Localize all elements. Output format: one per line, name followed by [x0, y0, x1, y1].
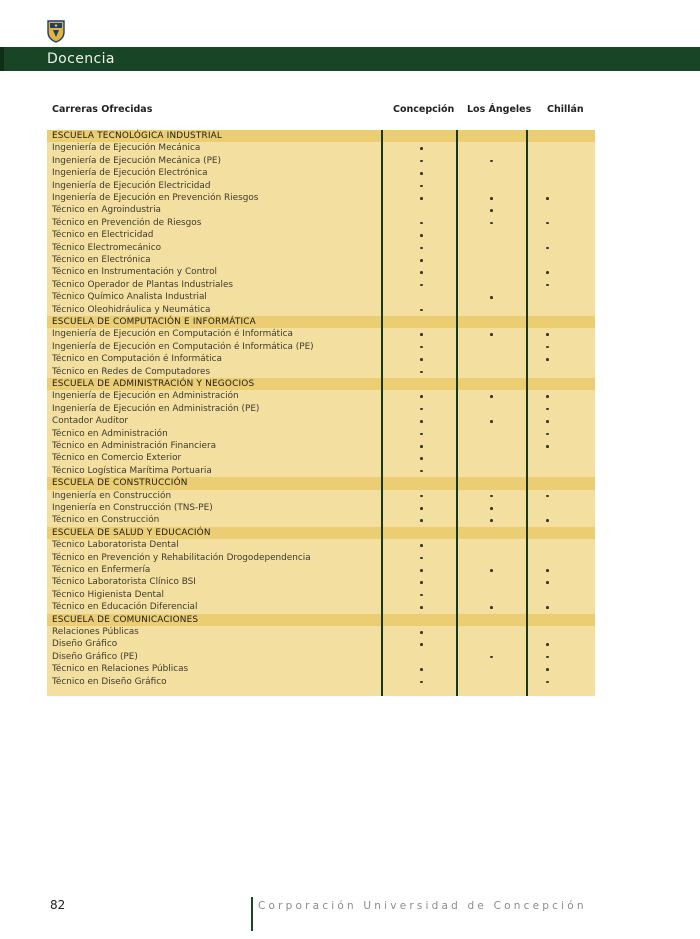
career-name: Técnico en Relaciones Públicas	[52, 664, 189, 675]
school-heading-row	[47, 316, 595, 328]
offered-dot-concepcion	[420, 408, 423, 411]
offered-dot-concepcion	[420, 433, 423, 436]
offered-dot-chillan	[546, 395, 549, 398]
school-heading-row	[47, 527, 595, 539]
career-row	[47, 626, 595, 638]
career-row	[47, 452, 595, 464]
career-row	[47, 192, 595, 204]
offered-dot-concepcion	[420, 495, 423, 498]
offered-dot-concepcion	[420, 631, 423, 634]
career-name: Técnico Químico Analista Industrial	[52, 292, 207, 303]
school-heading-row	[47, 378, 595, 390]
career-name: Ingeniería de Ejecución Mecánica	[52, 143, 201, 154]
column-divider	[456, 130, 458, 696]
offered-dot-concepcion	[420, 185, 423, 188]
career-row	[47, 341, 595, 353]
footer-organization: Corporación Universidad de Concepción	[258, 900, 587, 912]
offered-dot-chillan	[546, 197, 549, 200]
offered-dot-chillan	[546, 333, 549, 336]
career-row	[47, 353, 595, 365]
offered-dot-concepcion	[420, 668, 423, 671]
career-row	[47, 490, 595, 502]
career-name: Técnico en Diseño Gráfico	[52, 676, 167, 687]
school-heading-row	[47, 477, 595, 489]
career-name: Técnico en Administración	[52, 428, 168, 439]
offered-dot-los-angeles	[490, 197, 493, 200]
career-row	[47, 366, 595, 378]
school-name: ESCUELA DE COMUNICACIONES	[52, 614, 199, 625]
career-name: Ingeniería de Ejecución Electrónica	[52, 168, 208, 179]
offered-dot-concepcion	[420, 247, 423, 250]
offered-dot-concepcion	[420, 284, 423, 287]
career-name: Técnico en Comercio Exterior	[52, 453, 182, 464]
offered-dot-los-angeles	[490, 420, 493, 423]
offered-dot-chillan	[546, 358, 549, 361]
careers-table	[47, 130, 595, 696]
offered-dot-chillan	[546, 643, 549, 646]
career-name: Técnico Electromecánico	[52, 242, 162, 253]
career-name: Técnico en Enfermería	[52, 565, 151, 575]
section-title: Docencia	[47, 51, 115, 67]
offered-dot-chillan	[546, 408, 549, 411]
offered-dot-concepcion	[420, 606, 423, 609]
career-row	[47, 242, 595, 254]
offered-dot-concepcion	[420, 581, 423, 584]
career-row	[47, 328, 595, 340]
career-row	[47, 589, 595, 601]
career-row	[47, 663, 595, 675]
offered-dot-chillan	[546, 247, 549, 250]
university-crest-logo	[47, 20, 65, 43]
offered-dot-los-angeles	[490, 569, 493, 572]
career-row	[47, 291, 595, 303]
offered-dot-chillan	[546, 519, 549, 522]
career-name: Técnico en Instrumentación y Control	[52, 267, 218, 278]
offered-dot-los-angeles	[490, 296, 493, 299]
footer-divider	[251, 897, 253, 931]
offered-dot-concepcion	[420, 147, 423, 150]
offered-dot-concepcion	[420, 222, 423, 225]
career-name: Técnico en Administración Financiera	[52, 441, 217, 451]
offered-dot-concepcion	[420, 457, 423, 460]
career-row	[47, 304, 595, 316]
column-header-los-angeles: Los Ángeles	[467, 104, 532, 115]
offered-dot-chillan	[546, 656, 549, 659]
career-name: Técnico en Agroindustria	[52, 205, 161, 216]
offered-dot-concepcion	[420, 234, 423, 237]
offered-dot-los-angeles	[490, 495, 493, 498]
offered-dot-concepcion	[420, 507, 423, 510]
offered-dot-chillan	[546, 681, 549, 684]
career-row	[47, 514, 595, 526]
career-row	[47, 651, 595, 663]
career-name: Técnico en Electricidad	[52, 230, 154, 241]
career-name: Ingeniería de Ejecución Mecánica (PE)	[52, 155, 221, 166]
career-row	[47, 440, 595, 452]
career-name: Ingeniería de Ejecución en Administración (PE)	[52, 403, 260, 414]
career-row	[47, 576, 595, 588]
career-name: Técnico en Electrónica	[52, 255, 151, 265]
school-name: ESCUELA DE COMPUTACIÓN E INFORMÁTICA	[52, 317, 256, 327]
offered-dot-chillan	[546, 284, 549, 287]
offered-dot-los-angeles	[490, 222, 493, 225]
offered-dot-concepcion	[420, 271, 423, 274]
offered-dot-chillan	[546, 420, 549, 423]
school-name: ESCUELA DE ADMINISTRACIÓN Y NEGOCIOS	[52, 379, 255, 389]
offered-dot-concepcion	[420, 569, 423, 572]
offered-dot-concepcion	[420, 358, 423, 361]
offered-dot-concepcion	[420, 309, 423, 312]
career-row	[47, 204, 595, 216]
school-name: ESCUELA TECNOLÓGICA INDUSTRIAL	[52, 131, 223, 141]
offered-dot-chillan	[546, 346, 549, 349]
career-row	[47, 676, 595, 688]
offered-dot-concepcion	[420, 420, 423, 423]
offered-dot-chillan	[546, 222, 549, 225]
offered-dot-los-angeles	[490, 209, 493, 212]
column-header-chillan: Chillán	[547, 104, 584, 115]
offered-dot-concepcion	[420, 544, 423, 547]
career-name: Técnico en Construcción	[52, 515, 160, 526]
career-name: Técnico en Prevención y Rehabilitación Drogodependencia	[52, 552, 311, 563]
school-name: ESCUELA DE SALUD Y EDUCACIÓN	[52, 527, 211, 538]
career-row	[47, 465, 595, 477]
career-row	[47, 403, 595, 415]
career-name: Ingeniería de Ejecución en Administración	[52, 391, 239, 402]
career-row	[47, 217, 595, 229]
career-row	[47, 142, 595, 154]
column-divider	[526, 130, 528, 696]
career-row	[47, 229, 595, 241]
school-name: ESCUELA DE CONSTRUCCIÓN	[52, 478, 188, 489]
offered-dot-concepcion	[420, 681, 423, 684]
offered-dot-chillan	[546, 271, 549, 274]
offered-dot-concepcion	[420, 371, 423, 374]
career-row	[47, 155, 595, 167]
column-header-concepcion: Concepción	[393, 104, 455, 115]
career-name: Técnico en Prevención de Riesgos	[52, 217, 202, 228]
offered-dot-concepcion	[420, 445, 423, 448]
offered-dot-concepcion	[420, 259, 423, 262]
section-banner	[0, 47, 700, 71]
career-row	[47, 254, 595, 266]
offered-dot-chillan	[546, 606, 549, 609]
offered-dot-concepcion	[420, 519, 423, 522]
career-name: Ingeniería de Ejecución en Computación é Informática	[52, 329, 293, 340]
career-name: Técnico Logística Marítima Portuaria	[52, 465, 212, 476]
offered-dot-los-angeles	[490, 507, 493, 510]
school-heading-row	[47, 130, 595, 142]
offered-dot-los-angeles	[490, 656, 493, 659]
career-row	[47, 279, 595, 291]
offered-dot-concepcion	[420, 470, 423, 473]
page-number: 82	[50, 898, 66, 912]
offered-dot-chillan	[546, 495, 549, 498]
career-name: Técnico Operador de Plantas Industriales	[52, 279, 234, 290]
career-name: Ingeniería de Ejecución en Prevención Riesgos	[52, 193, 259, 203]
career-name: Técnico Higienista Dental	[52, 589, 164, 600]
career-name: Técnico Laboratorista Clínico BSI	[52, 577, 196, 588]
offered-dot-chillan	[546, 569, 549, 572]
offered-dot-concepcion	[420, 160, 423, 163]
offered-dot-chillan	[546, 433, 549, 436]
column-divider	[381, 130, 383, 696]
offered-dot-concepcion	[420, 395, 423, 398]
offered-dot-concepcion	[420, 594, 423, 597]
career-name: Técnico en Educación Diferencial	[52, 602, 198, 613]
career-row	[47, 601, 595, 613]
offered-dot-los-angeles	[490, 160, 493, 163]
column-header-careers: Carreras Ofrecidas	[52, 104, 153, 115]
career-name: Técnico en Computación é Informática	[52, 354, 222, 365]
career-row	[47, 502, 595, 514]
school-heading-row	[47, 614, 595, 626]
career-name: Relaciones Públicas	[52, 627, 139, 637]
offered-dot-los-angeles	[490, 606, 493, 609]
career-row	[47, 539, 595, 551]
offered-dot-concepcion	[420, 643, 423, 646]
offered-dot-concepcion	[420, 172, 423, 175]
career-name: Ingeniería en Construcción	[52, 490, 172, 501]
career-name: Técnico Laboratorista Dental	[52, 540, 179, 551]
offered-dot-los-angeles	[490, 333, 493, 336]
offered-dot-concepcion	[420, 333, 423, 336]
career-row	[47, 390, 595, 402]
career-row	[47, 415, 595, 427]
career-row	[47, 564, 595, 576]
career-name: Técnico Oleohidráulica y Neumática	[52, 304, 211, 315]
career-name: Técnico en Redes de Computadores	[52, 366, 211, 377]
offered-dot-los-angeles	[490, 395, 493, 398]
offered-dot-concepcion	[420, 346, 423, 349]
offered-dot-chillan	[546, 668, 549, 671]
offered-dot-concepcion	[420, 557, 423, 560]
career-name: Ingeniería en Construcción (TNS-PE)	[52, 503, 213, 513]
career-name: Ingeniería de Ejecución en Computación é Informática (PE)	[52, 341, 314, 352]
career-name: Contador Auditor	[52, 416, 129, 427]
career-name: Diseño Gráfico (PE)	[52, 651, 138, 662]
career-row	[47, 180, 595, 192]
offered-dot-los-angeles	[490, 519, 493, 522]
career-row	[47, 428, 595, 440]
offered-dot-chillan	[546, 581, 549, 584]
career-row	[47, 167, 595, 179]
career-row	[47, 552, 595, 564]
career-name: Ingeniería de Ejecución Electricidad	[52, 180, 211, 191]
career-name: Diseño Gráfico	[52, 639, 118, 650]
offered-dot-concepcion	[420, 197, 423, 200]
career-row	[47, 638, 595, 650]
offered-dot-chillan	[546, 445, 549, 448]
career-row	[47, 266, 595, 278]
